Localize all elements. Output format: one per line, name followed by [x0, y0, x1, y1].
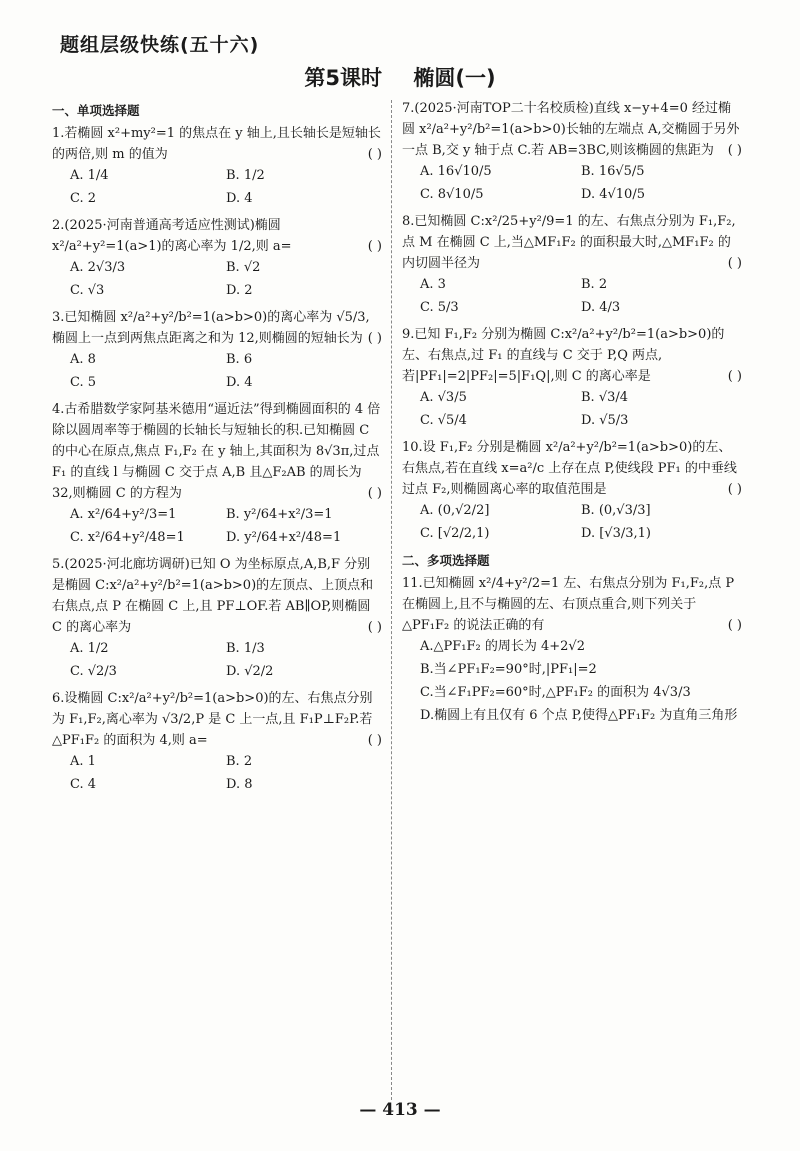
question-item: [52, 123, 382, 209]
question-stem: 8.已知椭圆 C:x²/25+y²/9=1 的左、右焦点分别为 F₁,F₂,点 M 在椭圆 C 上,当△MF₁F₂ 的面积最大时,△MF₁F₂ 的内切圆半径为 ( ): [402, 211, 742, 274]
question-stem: 9.已知 F₁,F₂ 分别为椭圆 C:x²/a²+y²/b²=1(a>b>0)的左、右焦点,过 F₁ 的直线与 C 交于 P,Q 两点,若|PF₁|=2|PF₂|=5|F₁Q|,则 C 的离心率是 ( ): [402, 324, 742, 387]
question-stem: 5.(2025·河北廊坊调研)已知 O 为坐标原点,A,B,F 分别是椭圆 C:x²/a²+y²/b²=1(a>b>0)的左顶点、上顶点和右焦点,点 P 在椭圆 C 上,且 PF⊥OF.若 AB∥OP,则椭圆 C 的离心率为 ( ): [52, 554, 382, 638]
answer-option[interactable]: C. 5: [70, 375, 97, 390]
answer-option[interactable]: B. 6: [226, 352, 253, 367]
answer-option[interactable]: B. (0,√3/3]: [581, 503, 651, 518]
answer-option[interactable]: B. 2: [581, 277, 608, 292]
option-list: [402, 500, 742, 544]
question-item: [402, 324, 742, 431]
answer-option[interactable]: A. 3: [420, 277, 446, 292]
answer-option[interactable]: C. 5/3: [420, 300, 459, 315]
answer-option[interactable]: B. y²/64+x²/3=1: [226, 507, 333, 522]
answer-option[interactable]: D.椭圆上有且仅有 6 个点 P,使得△PF₁F₂ 为直角三角形: [420, 708, 738, 723]
answer-option[interactable]: A. 1/2: [70, 641, 109, 656]
question-item: [402, 437, 742, 544]
page-number: — 413 —: [359, 1100, 441, 1120]
option-list: [402, 387, 742, 431]
answer-option[interactable]: A.△PF₁F₂ 的周长为 4+2√2: [420, 639, 585, 654]
answer-option[interactable]: A. 1: [70, 754, 96, 769]
answer-option[interactable]: C. √5/4: [420, 413, 467, 428]
question-stem: 1.若椭圆 x²+my²=1 的焦点在 y 轴上,且长轴长是短轴长的两倍,则 m 的值为 ( ): [52, 123, 382, 165]
answer-paren: ( ): [727, 618, 742, 633]
lesson-number: 第5课时: [304, 66, 383, 90]
answer-paren: ( ): [367, 147, 382, 162]
option-list: [52, 165, 382, 209]
option-list: [402, 636, 742, 726]
question-item: [52, 307, 382, 393]
question-stem: 6.设椭圆 C:x²/a²+y²/b²=1(a>b>0)的左、右焦点分别为 F₁,F₂,离心率为 √3/2,P 是 C 上一点,且 F₁P⊥F₂P.若△PF₁F₂ 的面积为 4,则 a= ( ): [52, 688, 382, 751]
question-stem: 3.已知椭圆 x²/a²+y²/b²=1(a>b>0)的离心率为 √5/3,椭圆上一点到两焦点距离之和为 12,则椭圆的短轴长为 ( ): [52, 307, 382, 349]
answer-option[interactable]: B. √2: [226, 260, 261, 275]
left-column: [52, 98, 382, 801]
answer-option[interactable]: D. [√3/3,1): [581, 526, 651, 541]
option-list: [52, 751, 382, 795]
section-single-choice: 一、单项选择题: [52, 103, 140, 118]
left-question-list: [52, 123, 382, 795]
answer-option[interactable]: B. 2: [226, 754, 253, 769]
answer-paren: ( ): [367, 486, 382, 501]
answer-paren: ( ): [367, 239, 382, 254]
answer-option[interactable]: C. √2/3: [70, 664, 117, 679]
question-item: [402, 211, 742, 318]
answer-option[interactable]: A. x²/64+y²/3=1: [70, 507, 177, 522]
answer-option[interactable]: A. (0,√2/2]: [420, 503, 490, 518]
question-stem: 7.(2025·河南TOP二十名校质检)直线 x−y+4=0 经过椭圆 x²/a²+y²/b²=1(a>b>0)长轴的左端点 A,交椭圆于另外一点 B,交 y 轴于点 C.若 AB=3BC,则该椭圆的焦距为 ( ): [402, 98, 742, 161]
answer-option[interactable]: D. 4√10/5: [581, 187, 645, 202]
question-stem: 10.设 F₁,F₂ 分别是椭圆 x²/a²+y²/b²=1(a>b>0)的左、右焦点,若在直线 x=a²/c 上存在点 P,使线段 PF₁ 的中垂线过点 F₂,则椭圆离心率的取值范围是 ( ): [402, 437, 742, 500]
answer-paren: ( ): [727, 369, 742, 384]
question-item: [402, 98, 742, 205]
answer-paren: ( ): [367, 620, 382, 635]
question-stem: 4.古希腊数学家阿基米德用“逼近法”得到椭圆面积的 4 倍除以圆周率等于椭圆的长轴长与短轴长的积.已知椭圆 C 的中心在原点,焦点 F₁,F₂ 在 y 轴上,其面积为 8√3π,过点 F₁ 的直线 l 与椭圆 C 交于点 A,B 且△F₂AB 的周长为 32,则椭圆 C 的方程为 ( ): [52, 399, 382, 504]
column-divider: [391, 100, 393, 1100]
answer-option[interactable]: D. √5/3: [581, 413, 629, 428]
answer-option[interactable]: C. √3: [70, 283, 105, 298]
answer-option[interactable]: C. x²/64+y²/48=1: [70, 530, 185, 545]
answer-option[interactable]: B.当∠PF₁F₂=90°时,|PF₁|=2: [420, 662, 597, 677]
answer-paren: ( ): [367, 331, 382, 346]
question-stem: 2.(2025·河南普通高考适应性测试)椭圆 x²/a²+y²=1(a>1)的离心率为 1/2,则 a= ( ): [52, 215, 382, 257]
answer-paren: ( ): [727, 143, 742, 158]
answer-option[interactable]: C. 4: [70, 777, 97, 792]
answer-option[interactable]: D. 8: [226, 777, 253, 792]
option-list: [52, 638, 382, 682]
option-list: [52, 257, 382, 301]
right-question-list: [402, 98, 742, 544]
answer-option[interactable]: C. 2: [70, 191, 97, 206]
answer-option[interactable]: A. 1/4: [70, 168, 109, 183]
answer-option[interactable]: A. 2√3/3: [70, 260, 126, 275]
question-item: [52, 554, 382, 682]
answer-option[interactable]: D. y²/64+x²/48=1: [226, 530, 342, 545]
question-item: [52, 215, 382, 301]
answer-option[interactable]: D. 4/3: [581, 300, 621, 315]
answer-option[interactable]: C.当∠F₁PF₂=60°时,△PF₁F₂ 的面积为 4√3/3: [420, 685, 691, 700]
option-list: [402, 161, 742, 205]
answer-option[interactable]: B. 16√5/5: [581, 164, 645, 179]
question-stem: 11.已知椭圆 x²/4+y²/2=1 左、右焦点分别为 F₁,F₂,点 P 在椭圆上,且不与椭圆的左、右顶点重合,则下列关于△PF₁F₂ 的说法正确的有 ( ): [402, 573, 742, 636]
answer-option[interactable]: D. √2/2: [226, 664, 274, 679]
answer-option[interactable]: C. [√2/2,1): [420, 526, 490, 541]
answer-option[interactable]: A. 16√10/5: [420, 164, 492, 179]
lesson-topic: 椭圆(一): [413, 66, 496, 90]
answer-option[interactable]: D. 4: [226, 375, 253, 390]
right-column: [402, 98, 742, 732]
answer-option[interactable]: B. 1/3: [226, 641, 265, 656]
answer-option[interactable]: B. 1/2: [226, 168, 265, 183]
answer-paren: ( ): [727, 482, 742, 497]
answer-option[interactable]: D. 4: [226, 191, 253, 206]
answer-option[interactable]: C. 8√10/5: [420, 187, 484, 202]
option-list: [52, 504, 382, 548]
answer-paren: ( ): [727, 256, 742, 271]
answer-option[interactable]: B. √3/4: [581, 390, 629, 405]
question-11: [402, 573, 742, 726]
answer-option[interactable]: D. 2: [226, 283, 253, 298]
option-list: [52, 349, 382, 393]
lesson-title: [0, 62, 800, 92]
answer-option[interactable]: A. √3/5: [420, 390, 467, 405]
option-list: [402, 274, 742, 318]
practice-header: 题组层级快练(五十六): [60, 34, 260, 56]
question-item: [52, 688, 382, 795]
answer-option[interactable]: A. 8: [70, 352, 96, 367]
answer-paren: ( ): [367, 733, 382, 748]
section-multi-choice: 二、多项选择题: [402, 553, 490, 568]
question-item: [52, 399, 382, 548]
